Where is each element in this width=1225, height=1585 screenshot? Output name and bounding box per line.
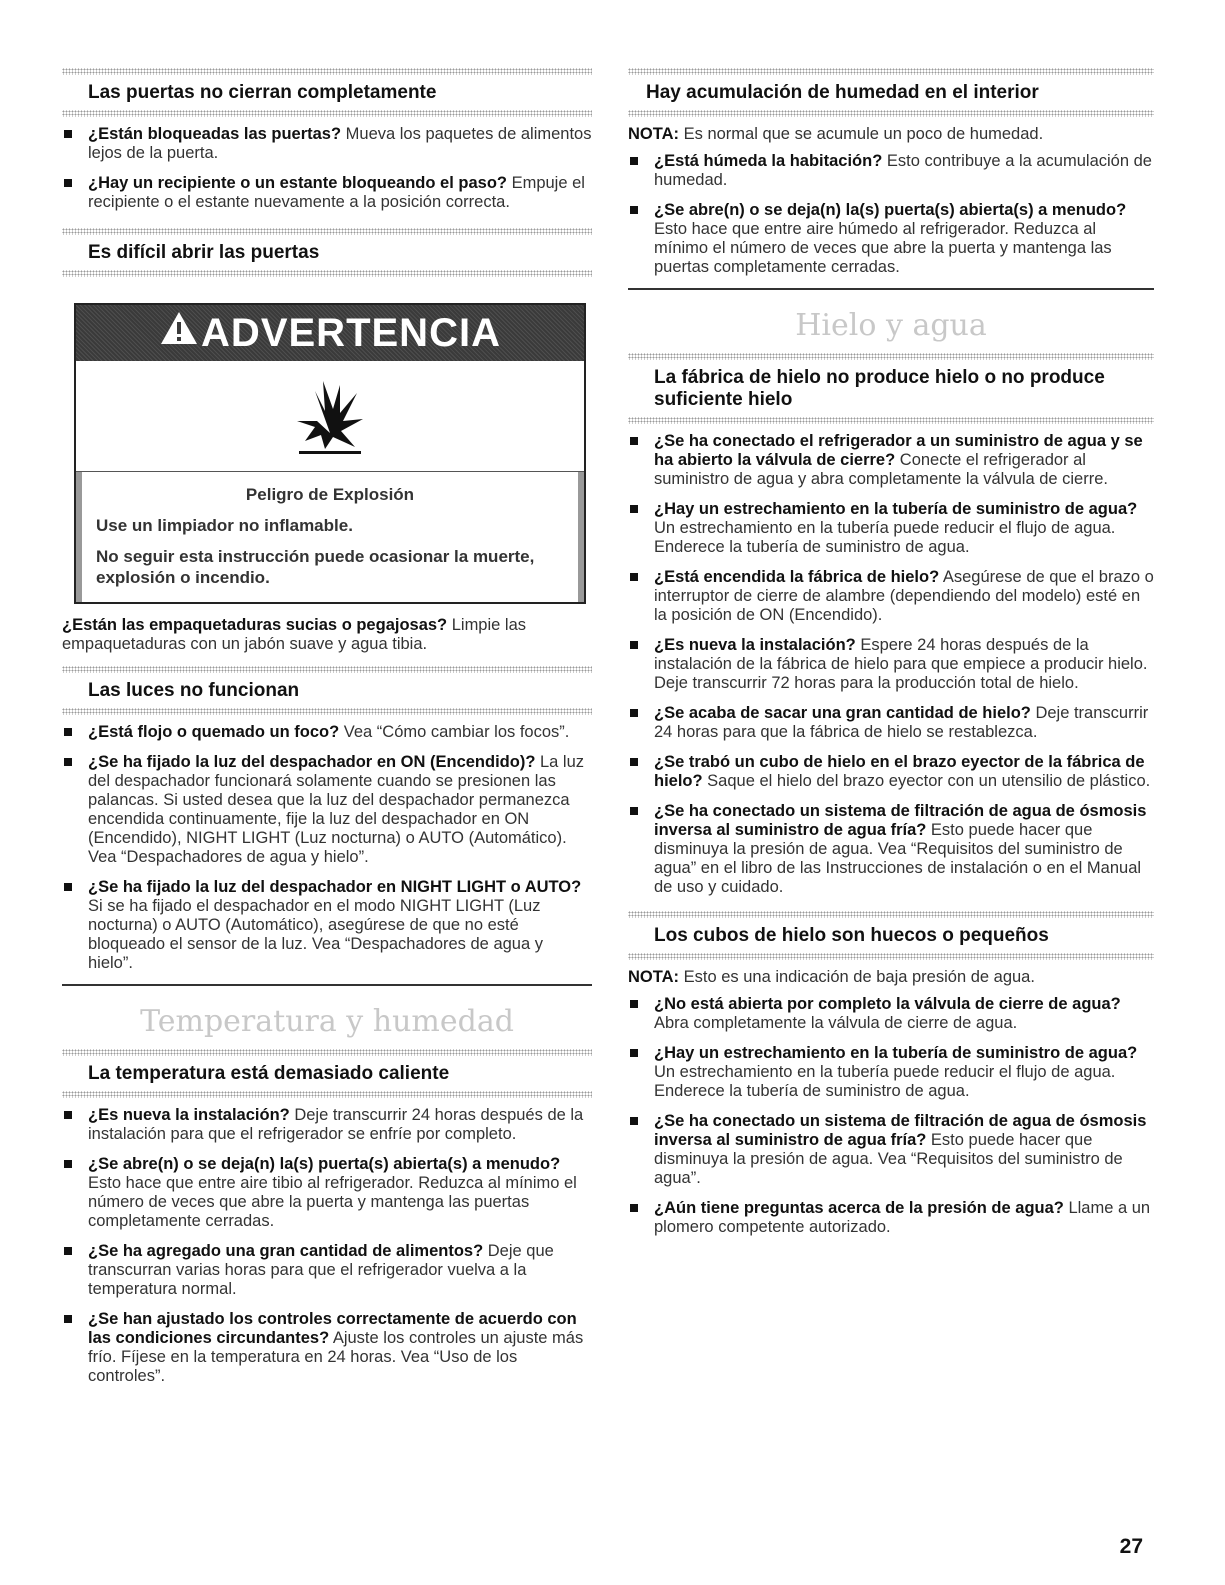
bullet-icon	[630, 505, 638, 513]
list-item	[62, 174, 592, 212]
list-item	[628, 432, 1154, 489]
bullet-icon	[630, 807, 638, 815]
list-item	[62, 1106, 592, 1144]
dotted-rule	[62, 708, 592, 715]
warning-title: ADVERTENCIA	[201, 310, 501, 355]
section-heading: Es difícil abrir las puertas	[88, 242, 320, 263]
section-heading: La fábrica de hielo no produce hielo o no produce suficiente hielo	[654, 367, 1105, 410]
question: ¿Están bloqueadas las puertas?	[88, 125, 342, 143]
question: ¿Está encendida la fábrica de hielo?	[654, 568, 940, 586]
note	[628, 125, 1154, 144]
dotted-rule	[62, 228, 592, 235]
answer: Saque el hielo del brazo eyector con un utensilio de plástico.	[702, 772, 1151, 790]
bullet-icon	[630, 709, 638, 717]
section-heading: Hay acumulación de humedad en el interior	[646, 82, 1039, 103]
dotted-rule	[628, 953, 1154, 960]
list-item	[628, 1199, 1154, 1237]
question: ¿Aún tiene preguntas acerca de la presión de agua?	[654, 1199, 1064, 1217]
answer: Un estrechamiento en la tubería puede reducir el flujo de agua. Enderece la tubería de suministro de agua.	[654, 519, 1116, 556]
list-item	[628, 568, 1154, 625]
item-list	[62, 723, 592, 973]
list-item	[628, 152, 1154, 190]
warning-triangle-icon	[159, 310, 199, 356]
list-item	[62, 125, 592, 163]
right-column	[628, 68, 1154, 1248]
dotted-rule	[62, 1049, 592, 1056]
bullet-icon	[630, 758, 638, 766]
dotted-rule	[62, 666, 592, 673]
answer: Ajuste los controles un ajuste más frío. Fíjese en la temperatura en 24 horas. Vea “Uso de los controles”.	[88, 1329, 584, 1385]
chapter-title: Hielo y agua	[795, 308, 987, 343]
list-item	[62, 1155, 592, 1231]
list-item	[62, 1310, 592, 1386]
list-item	[628, 636, 1154, 693]
question: ¿Se han ajustado los controles correctamente de acuerdo con las condiciones circundantes?	[88, 1310, 577, 1347]
bullet-icon	[64, 1315, 72, 1323]
chapter-title: Temperatura y humedad	[140, 1004, 514, 1039]
answer: La luz del despachador funcionará solamente cuando se presionen las palancas. Si usted desea que la luz del despachador permanezca encendida continuamente, fije la luz del despachador en ON (Encendido), NIGHT LIGHT (Luz nocturna) o AUTO (Automático). Vea “Despachadores de agua y hielo”.	[88, 753, 585, 866]
note	[628, 968, 1154, 987]
bullet-icon	[64, 1247, 72, 1255]
section-lights	[62, 666, 592, 715]
bullet-icon	[630, 573, 638, 581]
bullet-icon	[64, 179, 72, 187]
bullet-icon	[64, 1160, 72, 1168]
question: ¿Se ha conectado un sistema de filtración de agua de ósmosis inversa al suministro de agua fría?	[654, 1112, 1147, 1149]
list-item	[628, 1044, 1154, 1101]
answer: Empuje el recipiente o el estante nuevamente a la posición correcta.	[88, 174, 585, 211]
list-item	[628, 704, 1154, 742]
dotted-rule	[62, 270, 592, 277]
answer: Esto puede hacer que disminuya la presión de agua. Vea “Requisitos del suministro de agua”.	[654, 1131, 1123, 1187]
section-heading: La temperatura está demasiado caliente	[88, 1063, 450, 1084]
question: ¿Es nueva la instalación?	[88, 1106, 290, 1124]
list-item	[62, 878, 592, 973]
list-item	[628, 201, 1154, 277]
answer: Deje transcurrir 24 horas después de la instalación para que el refrigerador se enfríe por completo.	[88, 1106, 584, 1143]
answer: Abra completamente la válvula de cierre de agua.	[654, 1014, 1018, 1032]
dotted-rule	[628, 353, 1154, 360]
bullet-icon	[64, 728, 72, 736]
dotted-rule	[628, 417, 1154, 424]
bullet-icon	[630, 1049, 638, 1057]
answer: Si se ha fijado el despachador en el modo NIGHT LIGHT (Luz nocturna) o AUTO (Automático), asegúrese de que no esté bloqueado el sensor de la luz. Vea “Despachadores de agua y hielo”.	[88, 897, 543, 972]
question: ¿Se ha conectado el refrigerador a un suministro de agua y se ha abierto la válvula de cierre?	[654, 432, 1143, 469]
list-item	[628, 802, 1154, 897]
dotted-rule	[628, 110, 1154, 117]
dotted-rule	[628, 68, 1154, 75]
question: ¿Se ha fijado la luz del despachador en NIGHT LIGHT o AUTO?	[88, 878, 582, 896]
bullet-icon	[64, 758, 72, 766]
answer: Conecte el refrigerador al suministro de agua y abra completamente la válvula de cierre.	[654, 451, 1108, 488]
item-list	[62, 1106, 592, 1386]
section-heading: Las puertas no cierran completamente	[88, 82, 437, 103]
gasket-paragraph	[62, 616, 592, 654]
question: ¿Hay un estrechamiento en la tubería de suministro de agua?	[654, 1044, 1138, 1062]
bullet-icon	[630, 1204, 638, 1212]
section-temperature	[62, 1049, 592, 1098]
item-list	[628, 432, 1154, 897]
bullet-icon	[630, 206, 638, 214]
bullet-icon	[64, 1111, 72, 1119]
explosion-hazard-icon	[76, 361, 584, 472]
hazard-name: Peligro de Explosión	[245, 485, 415, 504]
question: ¿Se abre(n) o se deja(n) la(s) puerta(s) abierta(s) a menudo?	[654, 201, 1127, 219]
item-list	[628, 152, 1154, 277]
dotted-rule	[62, 68, 592, 75]
warning-line: Use un limpiador no inflamable.	[96, 516, 353, 535]
warning-text	[76, 472, 584, 602]
section-heading: Las luces no funcionan	[88, 680, 300, 701]
item-list	[628, 995, 1154, 1237]
warning-box	[74, 303, 586, 604]
question: ¿Hay un recipiente o un estante bloqueando el paso?	[88, 174, 507, 192]
bullet-icon	[630, 437, 638, 445]
question: ¿Se abre(n) o se deja(n) la(s) puerta(s) abierta(s) a menudo?	[88, 1155, 561, 1173]
section-ice-maker	[628, 353, 1154, 424]
page-number: 27	[1119, 1535, 1143, 1558]
section-ice-cubes	[628, 911, 1154, 960]
question: ¿Está húmeda la habitación?	[654, 152, 883, 170]
warning-line: No seguir esta instrucción puede ocasionar la muerte, explosión o incendio.	[96, 547, 535, 587]
question: ¿Se trabó un cubo de hielo en el brazo eyector de la fábrica de hielo?	[654, 753, 1145, 790]
answer: Deje transcurrir 24 horas para que la fábrica de hielo se restablezca.	[654, 704, 1149, 741]
bullet-icon	[64, 883, 72, 891]
question: ¿Está flojo o quemado un foco?	[88, 723, 340, 741]
divider	[628, 288, 1154, 290]
question: ¿Se ha agregado una gran cantidad de alimentos?	[88, 1242, 484, 1260]
answer: Esto hace que entre aire húmedo al refrigerador. Reduzca al mínimo el número de veces que abre la puerta y mantenga las puertas completamente cerradas.	[654, 220, 1112, 276]
list-item	[628, 995, 1154, 1033]
answer: Esto hace que entre aire tibio al refrigerador. Reduzca al mínimo el número de veces que abre la puerta y mantenga las puertas completamente cerradas.	[88, 1174, 577, 1230]
question: ¿No está abierta por completo la válvula de cierre de agua?	[654, 995, 1121, 1013]
section-moisture	[628, 68, 1154, 117]
answer: Mueva los paquetes de alimentos lejos de la puerta.	[88, 125, 592, 162]
dotted-rule	[62, 110, 592, 117]
list-item	[62, 723, 592, 742]
item-list	[62, 125, 592, 212]
note-text: Esto es una indicación de baja presión de agua.	[679, 968, 1035, 986]
note-label: NOTA:	[628, 125, 680, 143]
bullet-icon	[630, 1117, 638, 1125]
bullet-icon	[630, 1000, 638, 1008]
answer: Deje que transcurran varias horas para que el refrigerador vuelva a la temperatura normal.	[88, 1242, 554, 1298]
list-item	[62, 1242, 592, 1299]
answer: Esto puede hacer que disminuya la presión de agua. Vea “Requisitos del suministro de agua” en el libro de las Instrucciones de instalación o en el Manual de uso y cuidado.	[654, 821, 1142, 896]
question: ¿Están las empaquetaduras sucias o pegajosas?	[62, 616, 448, 634]
answer: Asegúrese de que el brazo o interruptor de cierre de alambre (dependiendo del modelo) esté en la posición de ON (Encendido).	[654, 568, 1154, 624]
question: ¿Hay un estrechamiento en la tubería de suministro de agua?	[654, 500, 1138, 518]
question: ¿Se ha conectado un sistema de filtración de agua de ósmosis inversa al suministro de agua fría?	[654, 802, 1147, 839]
left-column	[62, 68, 592, 1397]
note-label: NOTA:	[628, 968, 680, 986]
answer: Llame a un plomero competente autorizado.	[654, 1199, 1151, 1236]
divider	[62, 984, 592, 986]
dotted-rule	[62, 1091, 592, 1098]
answer: Esto contribuye a la acumulación de humedad.	[654, 152, 1152, 189]
question: ¿Se ha fijado la luz del despachador en ON (Encendido)?	[88, 753, 536, 771]
section-doors-not-closing	[62, 68, 592, 117]
list-item	[628, 500, 1154, 557]
section-doors-hard-to-open	[62, 228, 592, 277]
bullet-icon	[64, 130, 72, 138]
warning-banner	[76, 305, 584, 361]
bullet-icon	[630, 641, 638, 649]
answer: Espere 24 horas después de la instalación de la fábrica de hielo para que empiece a producir hielo. Deje transcurrir 72 horas para la producción total de hielo.	[654, 636, 1148, 692]
answer: Un estrechamiento en la tubería puede reducir el flujo de agua. Enderece la tubería de suministro de agua.	[654, 1063, 1116, 1100]
dotted-rule	[628, 911, 1154, 918]
section-heading: Los cubos de hielo son huecos o pequeños	[654, 925, 1049, 946]
list-item	[628, 1112, 1154, 1188]
answer: Limpie las empaquetaduras con un jabón suave y agua tibia.	[62, 616, 527, 653]
question: ¿Se acaba de sacar una gran cantidad de hielo?	[654, 704, 1031, 722]
list-item	[628, 753, 1154, 791]
list-item	[62, 753, 592, 867]
bullet-icon	[630, 157, 638, 165]
answer: Vea “Cómo cambiar los focos”.	[339, 723, 570, 741]
question: ¿Es nueva la instalación?	[654, 636, 856, 654]
note-text: Es normal que se acumule un poco de humedad.	[679, 125, 1044, 143]
